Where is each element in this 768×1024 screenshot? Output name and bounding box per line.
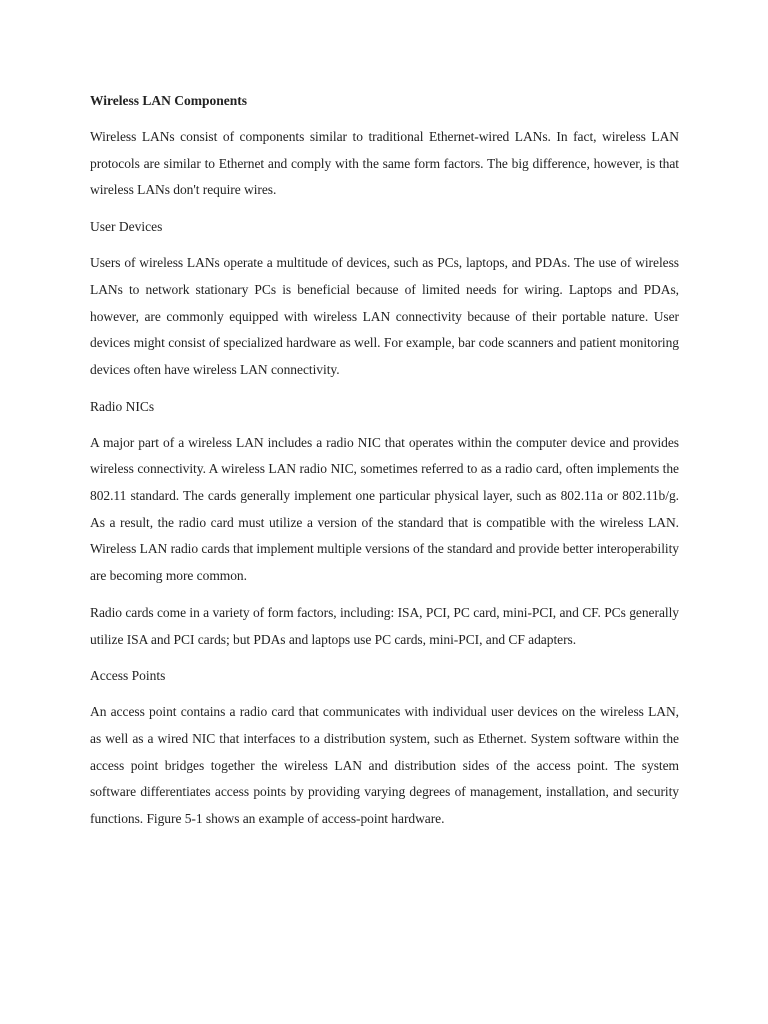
document-title: Wireless LAN Components [90,93,248,108]
section-heading-user-devices: User Devices [90,219,163,235]
access-points-paragraph: An access point contains a radio card that communicates with individual user devices on the wireless LAN, as well as a wired NIC that interfaces to a distribution system, such as Ethernet. System software within the access point bridges together the wireless LAN and distribution sides of the access point. The system software differentiates access points by providing varying degrees of management, installation, and security functions. Figure 5-1 shows an example of access-point hardware. [90,704,679,827]
section-heading-radio-nics: Radio NICs [90,398,155,414]
radio-nics-paragraph-1: A major part of a wireless LAN includes a radio NIC that operates within the computer device and provides wireless connectivity. A wireless LAN radio NIC, sometimes referred to as a radio card, often implements the 802.11 standard. The cards generally implement one particular physical layer, such as 802.11a or 802.11b/g. As a result, the radio card must utilize a version of the standard that is compatible with the wireless LAN. Wireless LAN radio cards that implement multiple versions of the standard and provide better interoperability are becoming more common. [90,434,679,584]
section-heading-access-points: Access Points [90,668,166,684]
radio-nics-paragraph-2: Radio cards come in a variety of form factors, including: ISA, PCI, PC card, mini-PCI, and CF. PCs generally utilize ISA and PCI cards; but PDAs and laptops use PC cards, mini-PCI, and CF adapters. [90,604,679,647]
document-page [90,88,679,843]
user-devices-paragraph: Users of wireless LANs operate a multitude of devices, such as PCs, laptops, and PDAs. The use of wireless LANs to network stationary PCs is beneficial because of limited needs for wiring. Laptops and PDAs, however, are commonly equipped with wireless LAN connectivity because of their portable nature. User devices might consist of specialized hardware as well. For example, bar code scanners and patient monitoring devices often have wireless LAN connectivity. [90,255,679,377]
intro-paragraph: Wireless LANs consist of components similar to traditional Ethernet-wired LANs. In fact, wireless LAN protocols are similar to Ethernet and comply with the same form factors. The big difference, however, is that wireless LANs don't require wires. [90,129,679,198]
